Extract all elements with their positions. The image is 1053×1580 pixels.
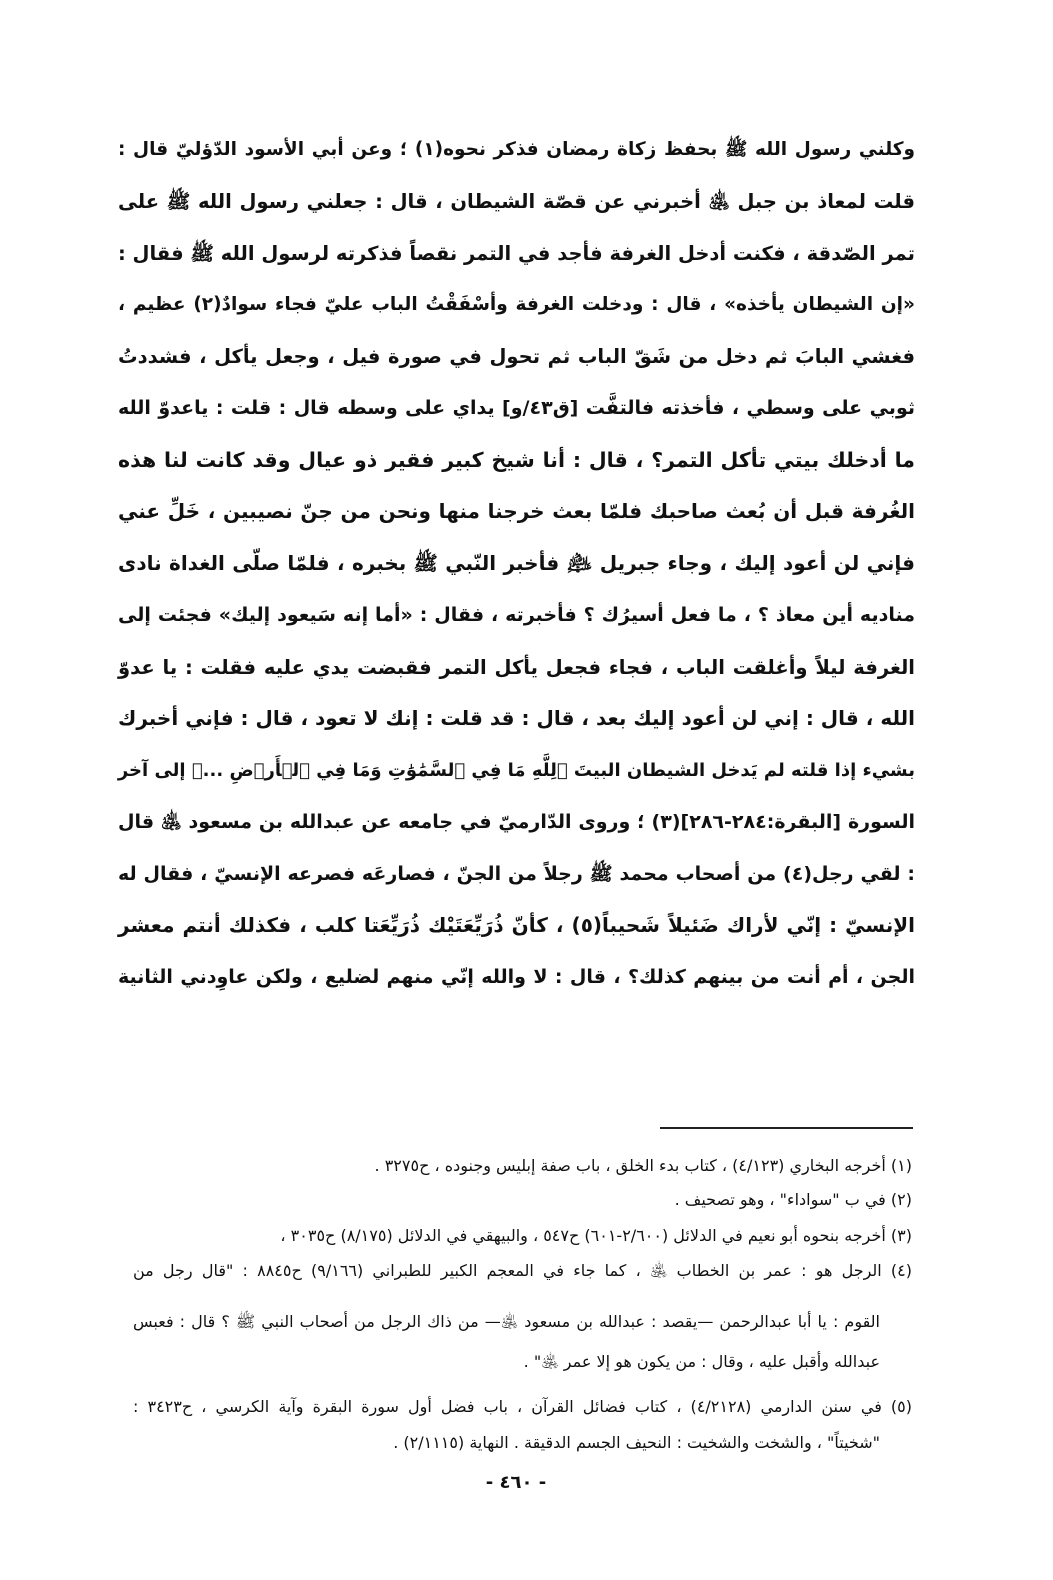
body-line: الله ، قال : إني لن أعود إليك بعد ، قال : قد قلت : إنك لا تعود ، قال : فإني أخبرك — [118, 706, 915, 731]
body-line: فغشي البابَ ثم دخل من شَقّ الباب ثم تحول في صورة فيل ، وجعل يأكل ، فشددتُ — [118, 345, 915, 368]
footnote-separator — [660, 1127, 913, 1129]
body-text — [118, 124, 915, 1004]
footnote-3-line: (٣) أخرجه بنحوه أبو نعيم في الدلائل (٢/٦٠٠-٦٠١) ح٥٤٧ ، والبيهقي في الدلائل (٨/١٧٥) ح٣٠٣٥ ، — [280, 1226, 912, 1245]
body-line: الإنسيّ : إنّي لأراك ضَئيلاً شَحيباً(٥) ، كأنّ ذُرَيِّعَتَيْك ذُرَيِّعَتا كلب ، فكذلك أنتم معشر — [118, 913, 916, 938]
body-line: تمر الصّدقة ، فكنت أدخل الغرفة فأجد في التمر نقصاً فذكرته لرسول الله ﷺ فقال : — [117, 241, 915, 265]
body-line: : لقي رجل(٤) من أصحاب محمد ﷺ رجلاً من الجنّ ، فصارعَه فصرعه الإنسيّ ، فقال له — [118, 862, 915, 885]
page-number: - ٤٦٠ - — [485, 1472, 547, 1493]
body-line: الجن ، أم أنت من بينهم كذلك؟ ، قال : لا والله إنّي منهم لضليع ، ولكن عاوِدني الثانية — [118, 966, 915, 988]
footnote-4-line: عبدالله وأقبل عليه ، وقال : من يكون هو إلا عمر ﵁" . — [523, 1352, 880, 1371]
body-line: ثوبي على وسطي ، فأخذته فالتفَّت [ق٤٣/و] يداي على وسطه قال : قلت : ياعدوّ الله — [118, 396, 915, 419]
body-line: ما أدخلك بيتي تأكل التمر؟ ، قال : أنا شيخ كبير فقير ذو عيال وقد كانت لنا هذه — [118, 447, 915, 472]
body-line: السورة [البقرة:٢٨٤-٢٨٦](٣) ؛ وروى الدّارميّ في جامعه عن عبدالله بن مسعود ﵁ قال — [118, 810, 915, 833]
body-line: الغُرفة قبل أن بُعث صاحبك فلمّا بعث خرجنا منها ونحن من جنّ نصيبين ، خَلِّ عني — [118, 499, 915, 524]
footnote-5-line: "شخيتاً" ، والشخت والشخيت : النحيف الجسم الدقيقة . النهاية (٢/١١١٥) . — [393, 1433, 880, 1452]
body-line: فإني لن أعود إليك ، وجاء جبريل ﵇ فأخبر النّبي ﷺ بخبره ، فلمّا صلّى الغداة نادى — [118, 551, 915, 575]
body-line: بشيء إذا قلته لم يَدخل الشيطان البيتَ ﴿لِلَّهِ مَا فِي ٱلسَّمَٰوَٰتِ وَمَا فِي ٱلۡأَرۡضِ ...﴾ إلى آخر — [117, 760, 915, 781]
footnote-5-line: (٥) في سنن الدارمي (٤/٢١٢٨) ، كتاب فضائل القرآن ، باب فضل أول سورة البقرة وآية الكرسي ، ح٣٤٢٣ : — [133, 1397, 913, 1416]
body-line: «إن الشيطان يأخذه» ، قال : ودخلت الغرفة وأسْفَقْتُ الباب عليّ فجاء سوادٌ(٢) عظيم ، — [118, 294, 915, 316]
body-line: وكلني رسول الله ﷺ بحفظ زكاة رمضان فذكر نحوه(١) ؛ وعن أبي الأسود الدّؤليّ قال : — [118, 139, 915, 160]
footnote-4-line: القوم : يا أبا عبدالرحمن —يقصد : عبدالله بن مسعود ﵁— من ذاك الرجل من أصحاب النبي ﷺ ؟ قال : فعبس — [133, 1312, 880, 1331]
footnote-4-line: (٤) الرجل هو : عمر بن الخطاب ﵁ ، كما جاء في المعجم الكبير للطبراني (٩/١٦٦) ح٨٨٤٥ : "قال رجل من — [133, 1261, 913, 1280]
body-line: الغرفة ليلاً وأغلقت الباب ، فجاء فجعل يأكل التمر فقبضت يدي عليه فقلت : يا عدوّ — [118, 655, 915, 679]
footnote-2-line: (٢) في ب "سواداء" ، وهو تصحيف . — [674, 1190, 912, 1209]
body-line: مناديه أين معاذ ؟ ، ما فعل أسيرُك ؟ فأخبرته ، فقال : «أما إنه سَيعود إليك» فجئت إلى — [118, 603, 915, 626]
body-line: قلت لمعاذ بن جبل ﵁ أخبرني عن قصّة الشيطان ، قال : جعلني رسول الله ﷺ على — [118, 189, 915, 213]
footnote-1-line: (١) أخرجه البخاري (٤/١٢٣) ، كتاب بدء الخلق ، باب صفة إبليس وجنوده ، ح٣٢٧٥ . — [374, 1156, 912, 1175]
